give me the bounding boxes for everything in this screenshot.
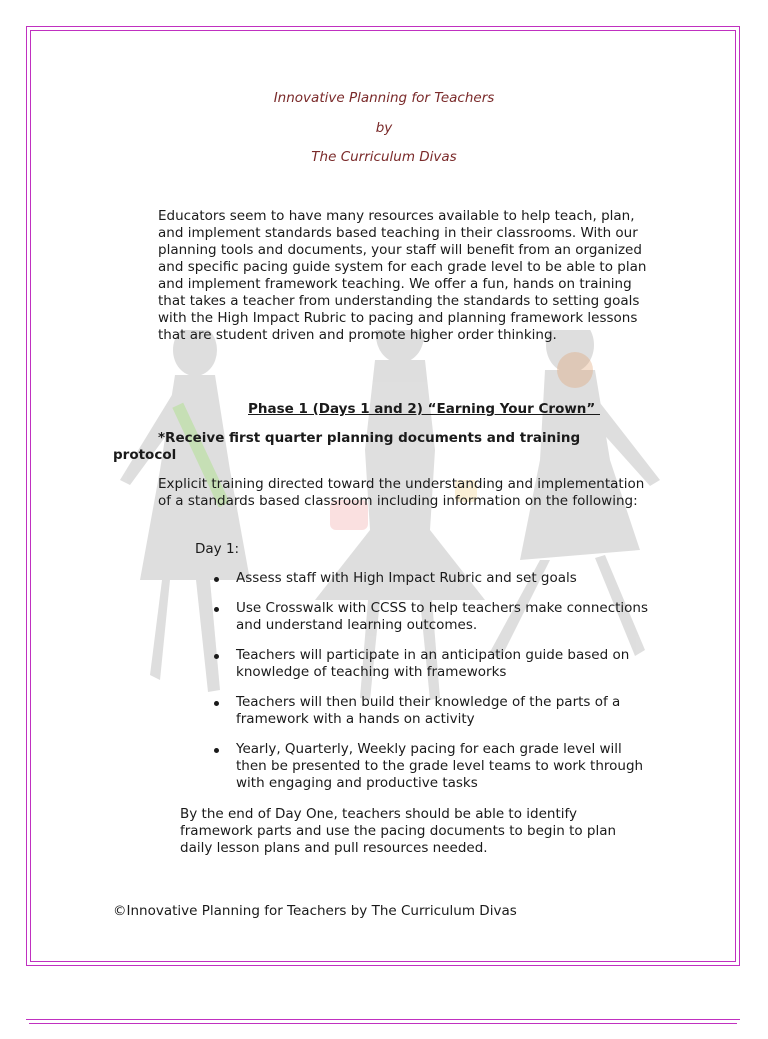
author-line: The Curriculum Divas [311,149,457,165]
list-item [214,600,654,634]
copyright-footer: ©Innovative Planning for Teachers by The Curriculum Divas [113,903,517,919]
receive-heading: *Receive first quarter planning documents and training protocol [113,430,581,463]
list-item [214,570,654,587]
bullet-icon [214,748,219,753]
phase-heading: Phase 1 (Days 1 and 2) “Earning Your Crown” [248,401,600,417]
list-item-text: Teachers will participate in an anticipation guide based on knowledge of teaching with frameworks [236,647,630,680]
list-item [214,647,654,681]
bullet-icon [214,577,219,582]
list-item [214,694,654,728]
list-item-text: Use Crosswalk with CCSS to help teachers make connections and understand learning outcomes. [236,600,649,633]
list-item [214,741,654,792]
bullet-icon [214,654,219,659]
explicit-training-paragraph: Explicit training directed toward the understanding and implementation of a standards based classroom including information on the following: [158,476,645,509]
intro-paragraph: Educators seem to have many resources available to help teach, plan, and implement standards based teaching in their classrooms. With our planning tools and documents, your staff will benefit from an organized and specific pacing guide system for each grade level to be able to plan and implement framework teaching. We offer a fun, hands on training that takes a teacher from understanding the standards to setting goals with the High Impact Rubric to pacing and planning framework lessons that are student driven and promote higher order thinking. [158,208,647,343]
list-item-text: Teachers will then build their knowledge of the parts of a framework with a hands on activity [236,694,621,727]
document-title: Innovative Planning for Teachers [273,90,495,106]
list-item-text: Assess staff with High Impact Rubric and set goals [236,570,577,586]
closing-paragraph: By the end of Day One, teachers should be able to identify framework parts and use the pacing documents to begin to plan daily lesson plans and pull resources needed. [180,806,617,856]
bullet-icon [214,607,219,612]
list-item-text: Yearly, Quarterly, Weekly pacing for each grade level will then be presented to the grade level teams to work through with engaging and productive tasks [236,741,644,791]
day-label: Day 1: [195,541,240,557]
by-line: by [375,120,393,136]
next-page-border [26,1019,740,1039]
day-one-list [214,570,654,805]
bullet-icon [214,701,219,706]
